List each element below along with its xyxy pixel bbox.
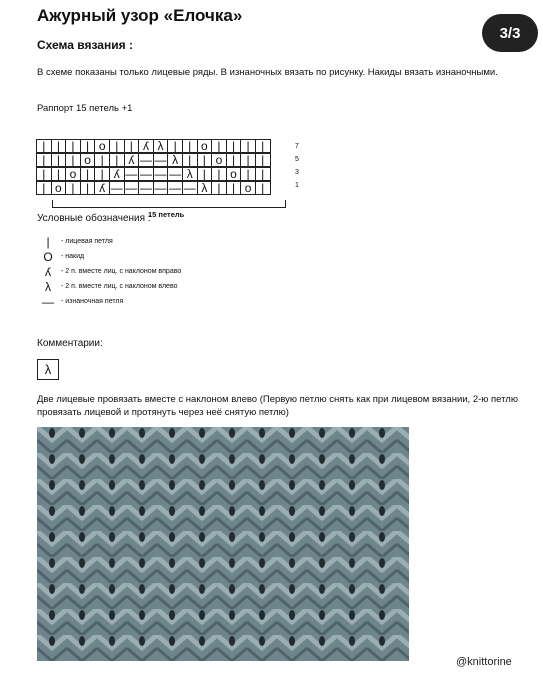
chart-cell: | (211, 167, 227, 181)
legend-label: - лицевая петля (61, 238, 113, 245)
chart-cell: ʎ (94, 181, 110, 195)
chart-cell: | (197, 167, 213, 181)
legend-label: - накид (61, 253, 85, 260)
chart-cell: | (240, 153, 256, 167)
chart-cell: λ (182, 167, 198, 181)
chart-cell: | (36, 167, 52, 181)
chart-cell: — (154, 153, 167, 167)
chart-cell: | (36, 153, 52, 167)
chart-cell: | (65, 181, 81, 195)
chart-cell: o (211, 153, 227, 167)
legend-item (37, 279, 181, 294)
chart-cell: | (109, 153, 125, 167)
chart-cell: | (211, 139, 227, 153)
chart-cell: | (255, 167, 271, 181)
page-title: Ажурный узор «Елочка» (37, 6, 243, 25)
legend-label: - изнаночная петля (61, 298, 124, 305)
chart-cell: o (80, 153, 96, 167)
legend-symbol: λ (45, 279, 51, 294)
legend-symbol: | (46, 234, 50, 249)
chart-cell: — (139, 153, 152, 167)
chart-row-number: 1 (295, 182, 299, 189)
chart-cell: | (51, 153, 67, 167)
comment-symbol: λ (37, 359, 59, 380)
chart-cell: | (94, 167, 110, 181)
legend-list (37, 234, 181, 309)
chart-cell: | (80, 181, 96, 195)
section-subtitle: Схема вязания : (37, 38, 133, 52)
chart-cell: | (51, 167, 67, 181)
chart-row (37, 168, 287, 182)
chart-cell: — (139, 167, 152, 181)
chart-row (37, 140, 287, 154)
author-handle: @knittorine (456, 656, 512, 668)
chart-cell: | (124, 139, 140, 153)
rapport-bracket (52, 200, 286, 208)
chart-cell: | (255, 181, 271, 195)
chart-row (37, 154, 287, 168)
chart-cell: | (167, 139, 183, 153)
legend-item (37, 294, 181, 309)
comment-text: Две лицевые провязать вместе с наклоном влево (Первую петлю снять как при лицевом вязании, 2-ю петлю провязать лицевой и протянуть через неё снятую петлю) (37, 394, 518, 418)
chart-cell: λ (197, 181, 213, 195)
chart-cell: λ (153, 139, 169, 153)
legend-item (37, 234, 181, 249)
chart-cell: — (154, 167, 167, 181)
chart-cell: o (240, 181, 256, 195)
chart-cell: | (109, 139, 125, 153)
legend-symbol: O (43, 249, 53, 264)
chart-cell: o (51, 181, 67, 195)
chart-cell: | (80, 167, 96, 181)
chart-cell: ʎ (109, 167, 125, 181)
page-indicator: 3/3 (482, 14, 538, 52)
chart-cell: | (226, 139, 242, 153)
chart-cell: — (169, 167, 182, 181)
chart-row-number: 3 (295, 169, 299, 176)
legend-symbol: — (42, 294, 54, 309)
chart-cell: | (240, 139, 256, 153)
legend-symbol: ʎ (45, 264, 51, 279)
chart-cell: — (183, 181, 196, 195)
chart-row-number: 7 (295, 143, 299, 150)
chart-cell: | (182, 153, 198, 167)
chart-cell: | (211, 181, 227, 195)
chart-cell: λ (167, 153, 183, 167)
chart-cell: | (255, 139, 271, 153)
chart-cell: | (94, 153, 110, 167)
chart-row (37, 182, 287, 196)
chart-cell: — (169, 181, 182, 195)
chart-cell: | (36, 181, 52, 195)
comments-title: Комментарии: (37, 338, 103, 349)
chart-cell: | (240, 167, 256, 181)
chart-cell: | (197, 153, 213, 167)
chart-cell: | (226, 181, 242, 195)
legend-label: - 2 п. вместе лиц. с наклоном влево (61, 283, 178, 290)
chart-cell: — (125, 181, 138, 195)
chart-cell: — (154, 181, 167, 195)
chart-cell: ʎ (138, 139, 154, 153)
legend-item (37, 264, 181, 279)
rapport-bracket-label: 15 петель (148, 210, 185, 219)
chart-row-number: 5 (295, 156, 299, 163)
chart-cell: o (197, 139, 213, 153)
chart-cell: — (125, 167, 138, 181)
description-text: В схеме показаны только лицевые ряды. В изнаночных вязать по рисунку. Накиды вязать изнаночными. (37, 67, 498, 78)
chart-cell: | (65, 153, 81, 167)
chart-row-numbers (295, 140, 299, 192)
chart-cell: | (80, 139, 96, 153)
chart-cell: — (139, 181, 152, 195)
chart-cell: | (182, 139, 198, 153)
legend-label: - 2 п. вместе лиц. с наклоном вправо (61, 268, 182, 275)
chart-cell: | (51, 139, 67, 153)
chart-cell: — (110, 181, 123, 195)
legend-item (37, 249, 181, 264)
legend-title: Условные обозначения : (37, 213, 151, 224)
knitted-sample-pattern (37, 427, 409, 661)
knitted-sample-photo (37, 427, 409, 661)
chart-cell: | (255, 153, 271, 167)
chart-cell: ʎ (124, 153, 140, 167)
chart-cell: o (65, 167, 81, 181)
chart-cell: o (226, 167, 242, 181)
chart-cell: | (36, 139, 52, 153)
chart-cell: | (65, 139, 81, 153)
rapport-text: Раппорт 15 петель +1 (37, 103, 133, 114)
chart-cell: o (94, 139, 110, 153)
knitting-chart (37, 140, 287, 196)
chart-cell: | (226, 153, 242, 167)
